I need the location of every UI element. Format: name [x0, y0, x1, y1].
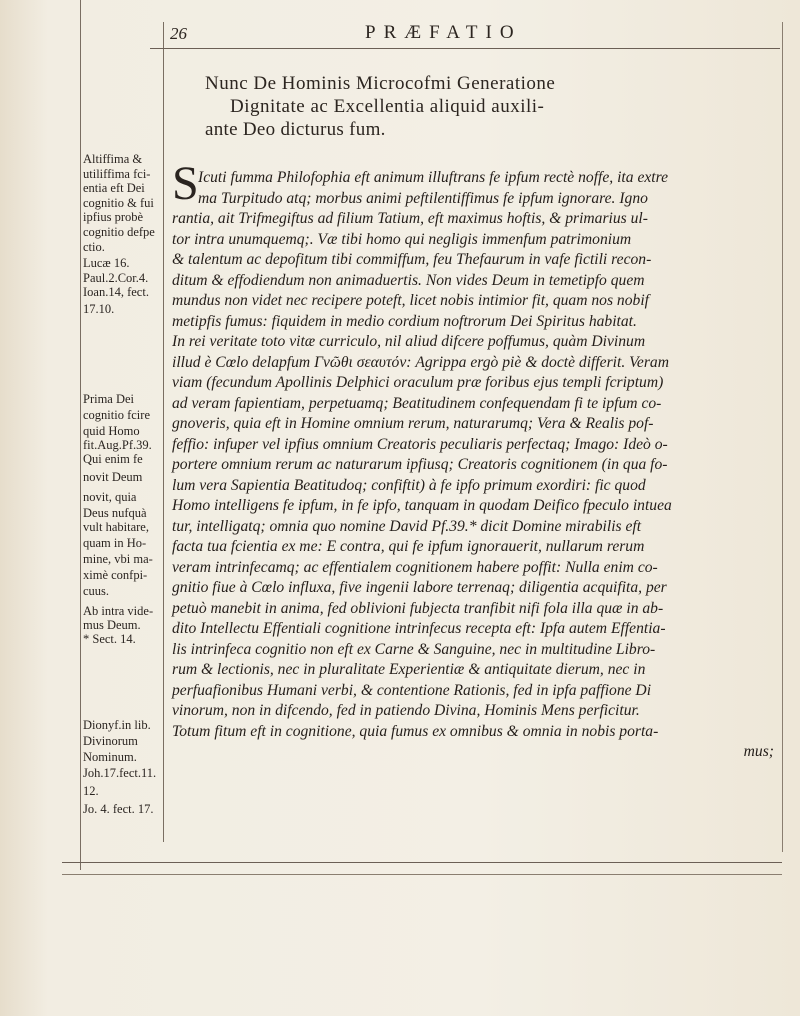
- margin-note: Paul.2.Cor.4.: [83, 270, 149, 285]
- margin-note: Prima Dei: [83, 392, 135, 406]
- text-line: lum vera Sapientia Beatitudoq; confiftit) à fe ipfo primum exordiri: fic quod: [172, 476, 646, 494]
- margin-note: novit, quia: [83, 490, 137, 504]
- text-line: mundus non videt nec recipere poteft, licet nobis intimior fit, quam nos nobif: [172, 292, 649, 309]
- margin-note: fit.Aug.Pf.39.: [83, 438, 152, 452]
- page-header: [150, 22, 780, 49]
- text-line: mus;: [743, 743, 774, 760]
- margin-note: Ioan.14, fect.: [83, 285, 149, 300]
- text-line: illud è Cœlo delapfum Γνῶθι σεαυτόν: Agrippa ergò piè & doctè differit. Veram: [172, 353, 669, 371]
- margin-note: Divinorum: [83, 734, 138, 748]
- margin-note: cognitio & fui: [83, 195, 154, 210]
- text-line: dito Intellectu Effentiali cognitione intrinfecus recepta eft: Ipfa autem Effentia-: [172, 620, 666, 637]
- margin-note: ctio.: [83, 239, 105, 254]
- text-line: facta tua fcientia ex me: E contra, qui fe ipfum ignorauerit, nullarum rerum: [172, 538, 645, 555]
- text-line: veram intrinfecamq; ac effentialem cognitionem habere poffit: Nulla enim co-: [172, 558, 658, 576]
- margin-note: 12.: [83, 784, 99, 798]
- body-text: [172, 168, 778, 763]
- text-line: Icuti fumma Philofophia eft animum illuftrans fe ipfum rectè noffe, ita extre: [198, 169, 669, 186]
- drop-capital: S: [172, 157, 199, 210]
- text-line: ditum & effodiendum non animaduertis. Non vides Deum in temetipfo quem: [172, 271, 645, 289]
- margin-note: Ab intra vide-: [83, 604, 154, 618]
- left-margin-rule: [80, 0, 81, 870]
- margin-note: * Sect. 14.: [83, 632, 136, 646]
- section-title: [205, 72, 745, 141]
- margin-note: mus Deum.: [83, 618, 141, 632]
- margin-note: quid Homo: [83, 424, 140, 438]
- bottom-rule-secondary: [62, 874, 782, 875]
- margin-note: Nominum.: [83, 750, 137, 764]
- bottom-rule: [62, 862, 782, 863]
- margin-note: ximè confpi-: [83, 568, 148, 582]
- page-number: 26: [170, 24, 187, 43]
- text-line: feffio: infuper vel ipfius omnium Creatoris peculiaris perfectaq; Imago: Ideò o-: [172, 435, 668, 453]
- text-line: rum & lectionis, nec in pluralitate Experientiæ & antiquitate dierum, nec in: [172, 661, 646, 678]
- text-line: & talentum ac depofitum tibi commiffum, feu Thefaurum in vafe fictili recon-: [172, 251, 652, 268]
- margin-note: Qui enim fe: [83, 452, 143, 466]
- text-line: Homo intelligens fe ipfum, in fe ipfo, tanquam in quodam Deifico fpeculo intuea: [172, 497, 672, 514]
- margin-note: Jo. 4. fect. 17.: [83, 802, 154, 816]
- margin-note: Dionyf.in lib.: [83, 718, 151, 732]
- text-line: lis intrinfeca cognitio non eft ex Carne & Sanguine, nec in multitudine Libro-: [172, 640, 656, 658]
- margin-note: ipfius probè: [83, 210, 144, 225]
- margin-note: cognitio defpe: [83, 225, 155, 239]
- text-line: vinorum, non in difcendo, fed in patiendo Divina, Hominis Mens perficitur.: [172, 702, 640, 719]
- margin-note: Altiffima &: [83, 152, 143, 166]
- right-margin-rule: [782, 22, 783, 852]
- text-line: viam (fecundum Apollinis Delphici oraculum præ foribus ejus templi fcriptum): [172, 374, 664, 391]
- text-line: portere omnium rerum ac naturarum ipfiusq; Creatoris cognitionem (in qua fo-: [172, 456, 668, 473]
- inner-margin-rule: [163, 22, 164, 842]
- text-line: ad veram fapientiam, perpetuamq; Beatitudinem confequendam fi te ipfum co-: [172, 394, 662, 412]
- text-line: tur, intelligatq; omnia quo nomine David Pf.39.* dicit Domine mirabilis eft: [172, 517, 642, 535]
- text-line: In rei veritate toto vitæ curriculo, nil aliud difcere poffumus, quàm Divinum: [172, 333, 646, 350]
- margin-note: Lucæ 16.: [83, 256, 130, 270]
- text-line: tor intra unumquemq;. Væ tibi homo qui negligis immenfum patrimonium: [172, 230, 632, 248]
- title-line: ante Deo dicturus fum.: [205, 119, 386, 140]
- margin-note: utiliffima fci-: [83, 166, 151, 181]
- margin-note: 17.10.: [83, 302, 115, 316]
- text-line: metipfis fumus: fiquidem in medio cordium noftrorum Dei Spiritus habitat.: [172, 312, 637, 330]
- margin-note: quam in Ho-: [83, 536, 147, 550]
- margin-note: cognitio fcire: [83, 408, 150, 422]
- text-line: petuò manebit in anima, fed oblivioni fubjecta tranfibit nifi fola illa quæ in ab-: [172, 599, 664, 617]
- running-title: PRÆFATIO: [365, 22, 522, 43]
- text-line: gnitio fiue à Cœlo influxa, five ingenii labore terrenaq; diligentia acquifita, per: [172, 579, 667, 596]
- margin-note: cuus.: [83, 584, 110, 598]
- text-line: ma Turpitudo atq; morbus animi peftilentiffimus fe ipfum ignorare. Igno: [198, 189, 648, 207]
- text-line: gnoveris, quia eft in Homine omnium rerum, naturarumq; Vera & Realis pof-: [172, 415, 654, 432]
- margin-note: vult habitare,: [83, 520, 149, 534]
- margin-note: mine, vbi ma-: [83, 552, 153, 566]
- text-line: perfuafionibus Humani verbi, & contentione Rationis, fed in ipfa paffione Di: [172, 681, 652, 699]
- text-line: rantia, ait Trifmegiftus ad filium Tatium, eft maximus hoftis, & primarius ul-: [172, 210, 648, 227]
- margin-note: Joh.17.fect.11.: [83, 766, 157, 780]
- title-line: Dignitate ac Excellentia aliquid auxili-: [230, 96, 545, 117]
- margin-note: Deus nufquà: [83, 506, 147, 520]
- margin-note: novit Deum: [83, 470, 143, 484]
- text-line: Totum fitum eft in cognitione, quia fumus ex omnibus & omnia in nobis porta-: [172, 722, 659, 740]
- title-line: Nunc De Hominis Microcofmi Generatione: [205, 73, 556, 94]
- margin-note: entia eft Dei: [83, 181, 145, 196]
